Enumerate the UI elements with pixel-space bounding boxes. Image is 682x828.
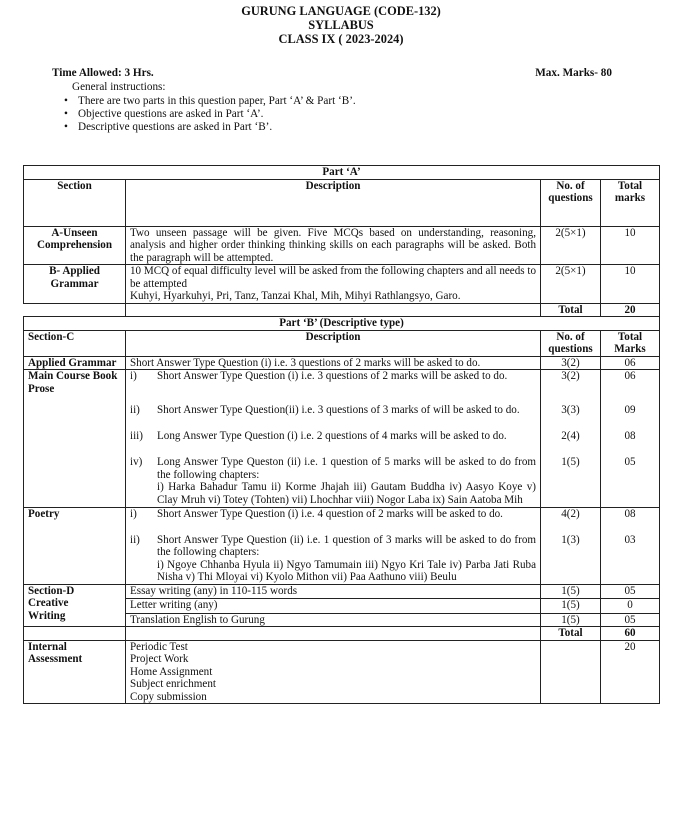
syllabus-table [23, 165, 660, 704]
total-cell: 08 03 [601, 507, 660, 584]
list-item: ii) Short Answer Type Question(ii) i.e. 3 questions of 3 marks of will be asked to do. [130, 404, 520, 417]
description-cell: Two unseen passage will be given. Five MCQs based on understanding, reasoning, analysis and higher order thinking thinking skills on each paragraphs will be asked. Both the paragraph will be attempted. [126, 226, 541, 265]
document-heading [0, 0, 682, 46]
grammar-chapters: Kuhyi, Hyarkuhyi, Pri, Tanz, Tanzai Khal, Mih, Mihyi Rathlangsyo, Garo. [130, 290, 461, 303]
description-cell: Essay writing (any) in 110-115 words Letter writing (any) Translation English to Gurung [126, 584, 541, 627]
list-item: iii) Long Answer Type Question (i) i.e. 2 questions of 4 marks will be asked to do. [130, 430, 507, 443]
document-class: CLASS IX ( 2023-2024) [278, 32, 404, 47]
list-item: Subject enrichment [130, 678, 216, 691]
col-header-description: Description [126, 179, 541, 226]
total-cell: 06 09 08 05 [601, 370, 660, 507]
section-cell: Internal Assessment [24, 640, 126, 704]
section-name: Main Course Book [28, 370, 118, 383]
total-cell: 05 0 05 [601, 584, 660, 627]
table-row [24, 265, 660, 304]
col-header-description: Description [126, 330, 541, 356]
total-cell: 20 [601, 640, 660, 704]
part-b-header-row [24, 330, 660, 356]
list-item: iv) Long Answer Type Queston (ii) i.e. 1 question of 5 marks will be asked to do from the following chapters: [130, 456, 536, 481]
list-item: Project Work [130, 653, 189, 666]
questions-cell: 1(5) 1(5) 1(5) [541, 584, 601, 627]
total-value: 20 [601, 303, 660, 317]
section-cell [24, 370, 126, 507]
poetry-chapters: i) Ngoye Chhanba Hyula ii) Ngyo Tamumain iii) Ngyo Kri Tale iv) Parba Jati Ruba Nisha v) Thi Mloyai vi) Kyolo Mithon vii) Paa Aathuno viii) Beulu [157, 558, 536, 584]
time-allowed: Time Allowed: 3 Hrs. [52, 67, 154, 79]
col-header-total: Total Marks [601, 330, 660, 356]
questions-cell: 2(5×1) [541, 265, 601, 304]
section-name: Prose [28, 382, 55, 395]
questions-cell: 2(5×1) [541, 226, 601, 265]
total-value: 60 [601, 627, 660, 641]
col-header-section: Section-C [24, 330, 126, 356]
section-cell: B- Applied Grammar [24, 265, 126, 304]
col-header-questions: No. of questions [541, 330, 601, 356]
list-item: Copy submission [130, 690, 207, 703]
instruction-item: • There are two parts in this question paper, Part ‘A’ & Part ‘B’. [70, 95, 612, 108]
table-row [24, 507, 660, 584]
questions-cell: 4(2) 1(3) [541, 507, 601, 584]
instructions-list [52, 95, 612, 134]
description-cell [126, 265, 541, 304]
section-cell: Applied Grammar [24, 356, 126, 370]
prose-chapters: i) Harka Bahadur Tamu ii) Korme Jhajah iii) Gautam Buddha iv) Aasyo Koye v) Clay Mruh vi) Totey (Tohten) vii) Lhochhar viii) Nogor Laba ix) Sain Aatoba Mih [157, 481, 536, 506]
exam-meta [52, 67, 612, 134]
total-cell: 10 [601, 265, 660, 304]
list-item: Home Assignment [130, 665, 213, 678]
description-cell [126, 370, 541, 507]
part-b-total-row [24, 627, 660, 641]
internal-assessment-row [24, 640, 660, 704]
table-row [24, 356, 660, 370]
document-title: GURUNG LANGUAGE (CODE-132) [241, 4, 441, 18]
list-item: i) Short Answer Type Question (i) i.e. 3 questions of 2 marks will be asked to do. [130, 370, 508, 383]
list-item: Periodic Test [130, 640, 188, 653]
part-b-title-row [24, 317, 660, 331]
col-header-total: Total marks [601, 179, 660, 226]
description-cell: Short Answer Type Question (i) i.e. 3 questions of 2 marks will be asked to do. [126, 356, 541, 370]
section-cell: Poetry [24, 507, 126, 584]
part-a-total-row [24, 303, 660, 317]
part-a-title-row [24, 166, 660, 180]
description-cell [126, 640, 541, 704]
questions-cell: 3(2) 3(3) 2(4) 1(5) [541, 370, 601, 507]
description-text: 10 MCQ of equal difficulty level will be asked from the following chapters and all needs to be attempted [130, 265, 536, 290]
instruction-item: • Objective questions are asked in Part ‘A’. [70, 108, 612, 121]
questions-cell: 3(2) [541, 356, 601, 370]
total-label: Total [541, 627, 601, 641]
document-subtitle: SYLLABUS [308, 18, 374, 33]
instruction-item: • Descriptive questions are asked in Part ‘B’. [70, 121, 612, 134]
list-item: ii) Short Answer Type Question (ii) i.e. 1 question of 3 marks will be asked to do from the following chapters: [130, 533, 536, 559]
section-cell: Section-D Creative Writing [24, 584, 126, 627]
col-header-section: Section [24, 179, 126, 226]
section-cell: A-Unseen Comprehension [24, 226, 126, 265]
part-a-title: Part ‘A’ [24, 166, 660, 180]
col-header-questions: No. of questions [541, 179, 601, 226]
max-marks: Max. Marks- 80 [535, 67, 612, 79]
description-cell [126, 507, 541, 584]
list-item: i) Short Answer Type Question (i) i.e. 4 question of 2 marks will be asked to do. [130, 507, 503, 520]
instructions-title: General instructions: [72, 80, 166, 93]
table-row [24, 370, 660, 507]
table-row [24, 226, 660, 265]
part-b-title: Part ‘B’ (Descriptive type) [24, 317, 660, 331]
total-cell: 06 [601, 356, 660, 370]
total-label: Total [541, 303, 601, 317]
total-cell: 10 [601, 226, 660, 265]
table-row [24, 584, 660, 627]
part-a-header-row [24, 179, 660, 226]
